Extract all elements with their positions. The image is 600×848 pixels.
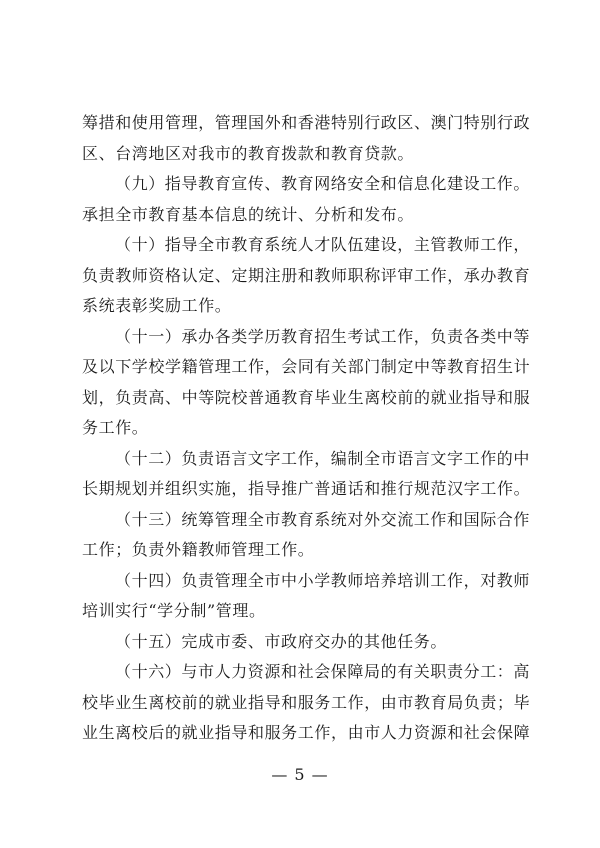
text-line: （九）指导教育宣传、教育网络安全和信息化建设工作。 <box>115 174 531 193</box>
paragraph-item-12 <box>82 444 531 505</box>
text-line: 区、台湾地区对我市的教育拨款和教育贷款。 <box>82 143 415 163</box>
text-line: （十五）完成市委、市政府交办的其他任务。 <box>115 631 448 651</box>
page-number: — 5 — <box>271 765 329 784</box>
text-line: （十四）负责管理全市中小学教师培养培训工作，对教师 <box>115 570 531 590</box>
paragraph-item-16 <box>82 657 531 749</box>
text-line: 业生离校后的就业指导和服务工作，由市人力资源和社会保障 <box>82 723 531 742</box>
paragraph-item-11 <box>82 322 531 444</box>
paragraph-continuation <box>82 108 531 169</box>
paragraph-item-14 <box>82 566 531 627</box>
text-line: 及以下学校学籍管理工作，会同有关部门制定中等教育招生计 <box>82 357 531 376</box>
text-line: （十三）统筹管理全市教育系统对外交流工作和国际合作 <box>115 509 531 529</box>
body-text <box>82 108 531 749</box>
text-line: （十）指导全市教育系统人才队伍建设，主管教师工作， <box>115 235 531 254</box>
paragraph-item-10 <box>82 230 531 322</box>
text-line: （十六）与市人力资源和社会保障局的有关职责分工：高 <box>115 662 531 681</box>
text-line: 校毕业生离校前的就业指导和服务工作，由市教育局负责；毕 <box>82 692 531 712</box>
text-line: （十二）负责语言文字工作，编制全市语言文字工作的中 <box>115 448 531 468</box>
paragraph-item-9 <box>82 169 531 230</box>
text-line: 系统表彰奖励工作。 <box>82 296 232 315</box>
text-line: 承担全市教育基本信息的统计、分析和发布。 <box>82 204 415 224</box>
paragraph-item-15 <box>82 627 524 658</box>
text-line: 培训实行“学分制”管理。 <box>82 601 266 620</box>
text-line: 务工作。 <box>82 418 149 437</box>
paragraph-item-13 <box>82 505 531 566</box>
text-line: 工作；负责外籍教师管理工作。 <box>82 540 315 559</box>
text-line: （十一）承办各类学历教育招生考试工作，负责各类中等 <box>115 326 531 346</box>
text-line: 筹措和使用管理，管理国外和香港特别行政区、澳门特别行政 <box>82 113 531 132</box>
text-line: 划，负责高、中等院校普通教育毕业生离校前的就业指导和服 <box>82 387 531 407</box>
text-line: 负责教师资格认定、定期注册和教师职称评审工作，承办教育 <box>82 265 531 285</box>
text-line: 长期规划并组织实施，指导推广普通话和推行规范汉字工作。 <box>82 479 531 498</box>
